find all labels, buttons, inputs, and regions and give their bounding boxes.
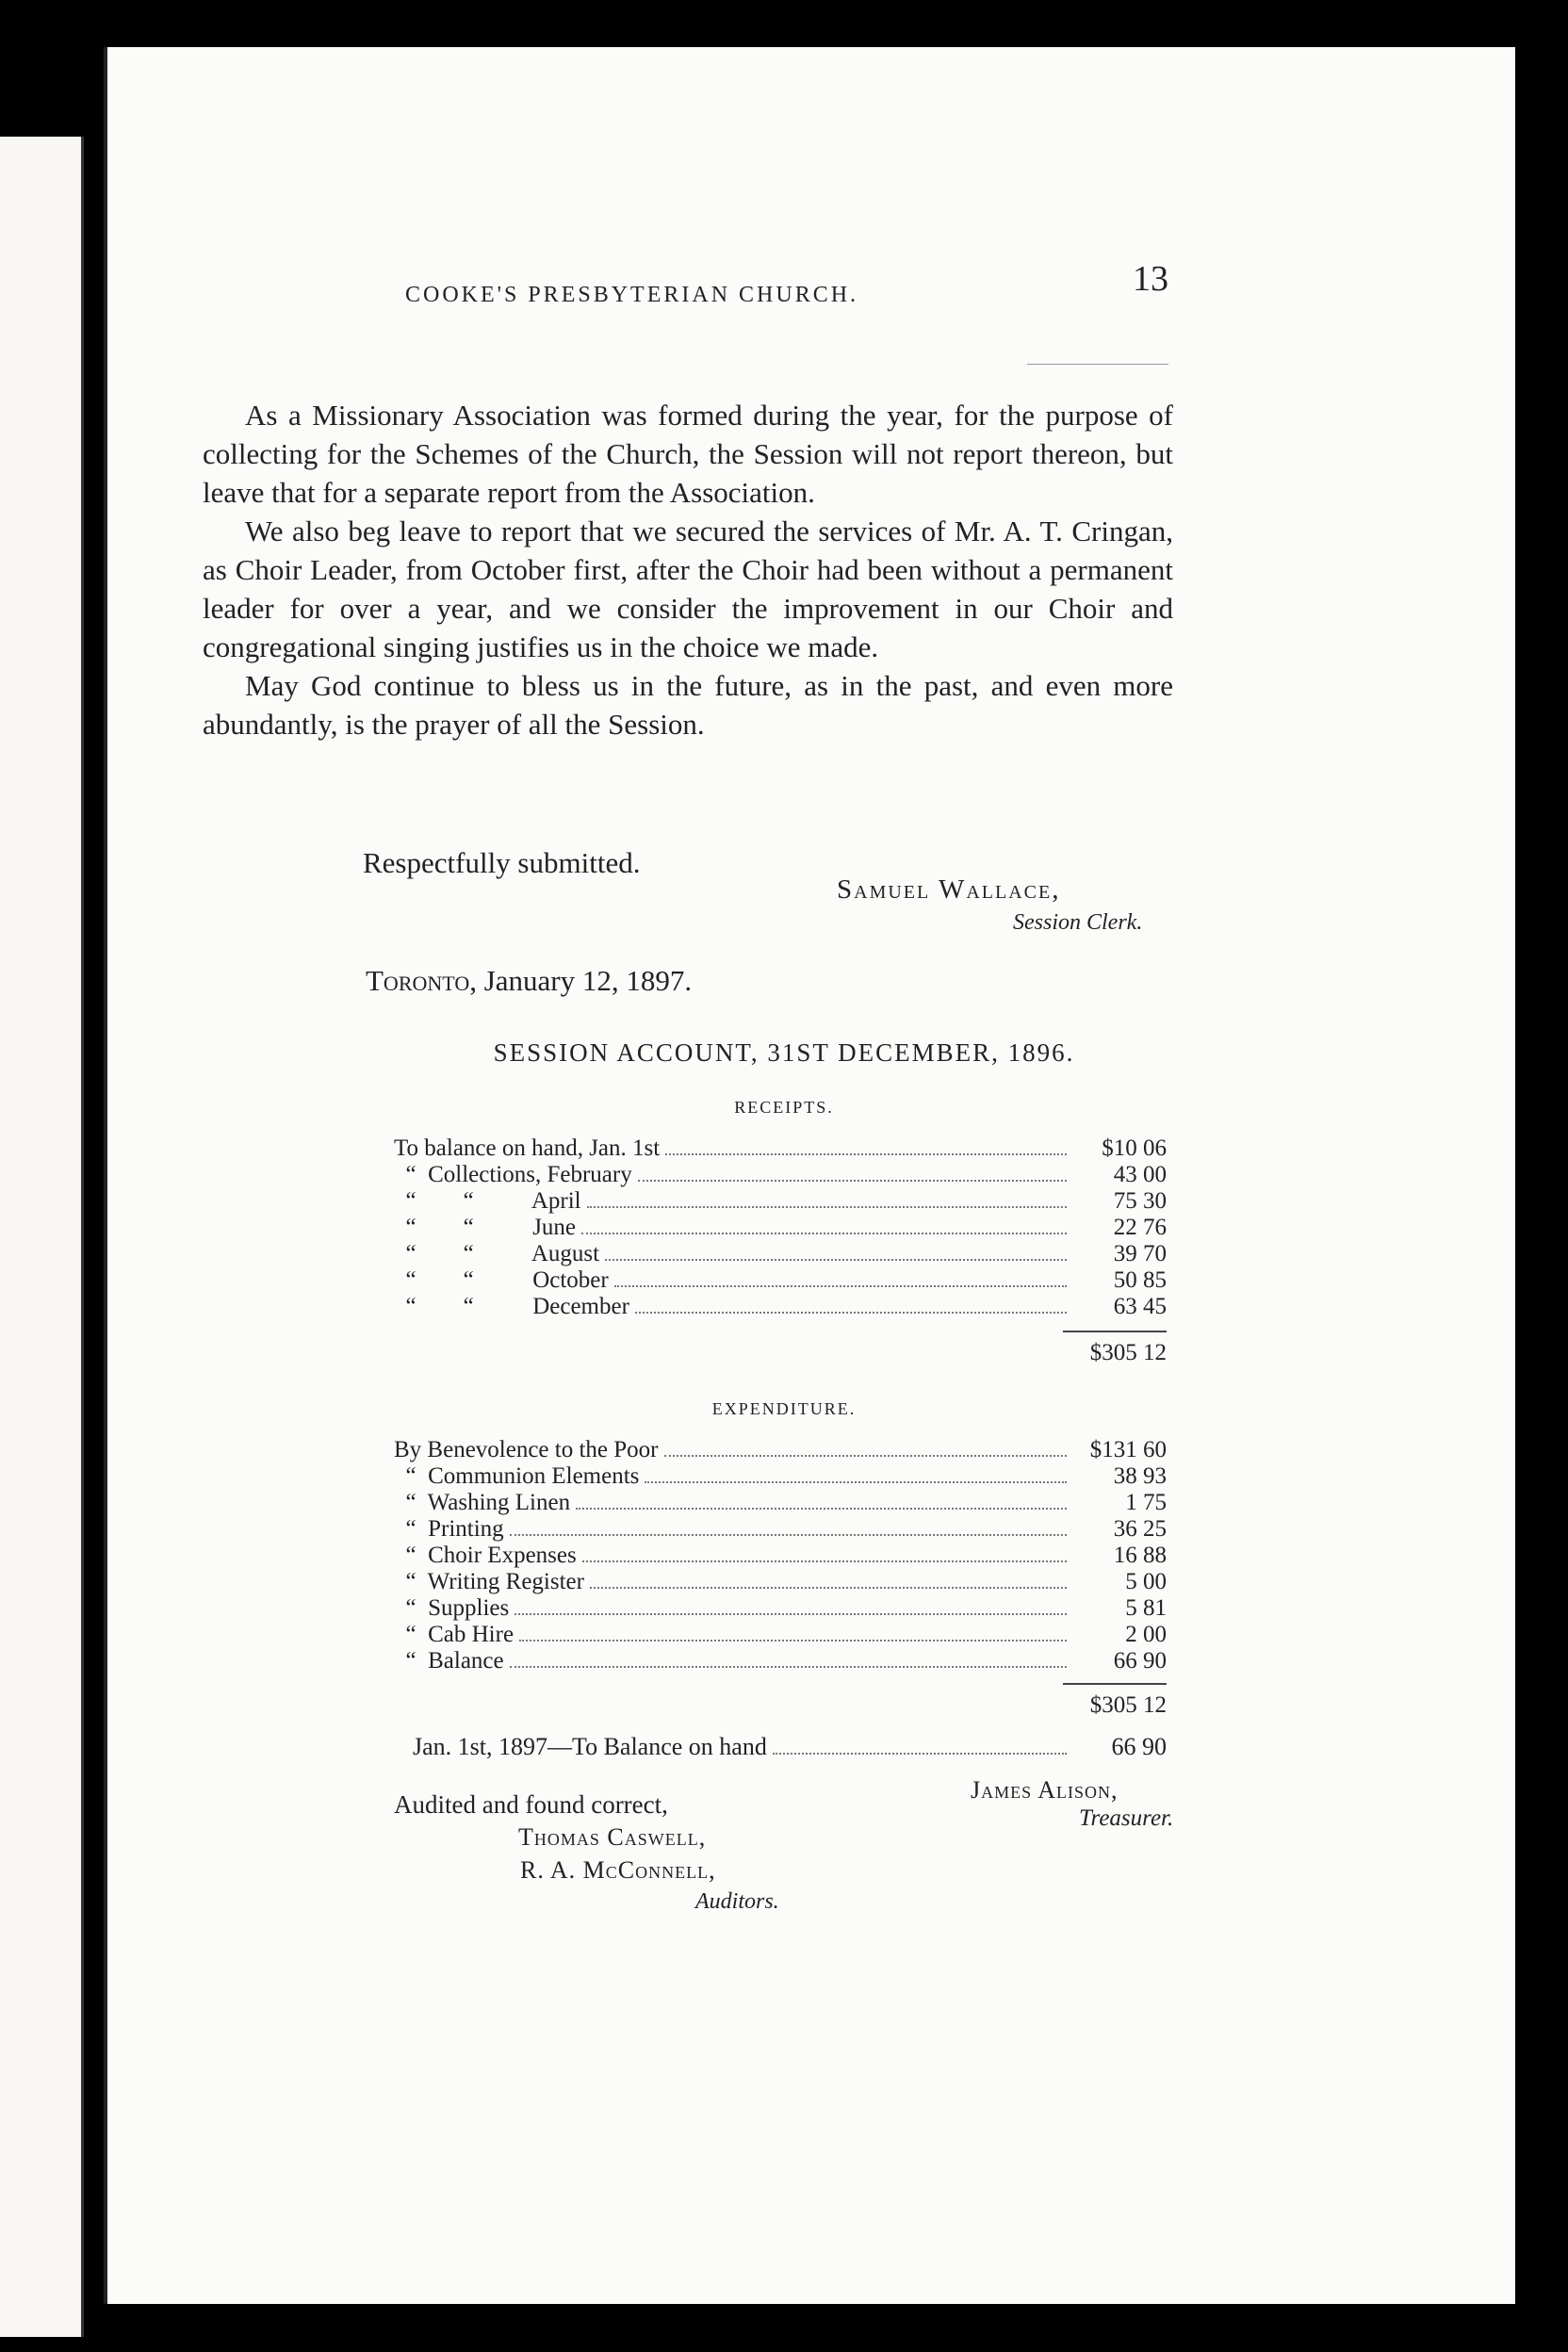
dot-leader: [519, 1640, 1067, 1642]
ledger-label: “ Writing Register: [394, 1569, 584, 1594]
treasurer-title: Treasurer.: [1079, 1805, 1174, 1831]
signatory: Samuel Wallace,: [837, 874, 1061, 905]
auditors-title: Auditors.: [695, 1889, 779, 1914]
ledger-row: [394, 1241, 1167, 1267]
ledger-amount: $10 06: [1102, 1135, 1167, 1161]
ledger-row: [394, 1490, 1167, 1516]
ledger-label: “ “ August: [394, 1241, 600, 1266]
ledger-amount: 63 45: [1113, 1294, 1167, 1319]
dot-leader: [645, 1481, 1067, 1483]
ledger-row: [394, 1569, 1167, 1595]
expenditure-total-rule: [1063, 1683, 1167, 1685]
ledger-row: [394, 1622, 1167, 1648]
ledger-amount: 66 90: [1113, 1648, 1167, 1674]
paragraph: May God continue to bless us in the future, as in the past, and even more abundantly, is the prayer of all the Session.: [203, 669, 1173, 741]
dot-leader: [590, 1587, 1067, 1589]
ledger-amount: 2 00: [1125, 1622, 1167, 1647]
ledger-label: “ Cab Hire: [394, 1622, 514, 1647]
ledger-amount: 75 30: [1113, 1188, 1167, 1214]
ledger-amount: 1 75: [1125, 1490, 1167, 1515]
treasurer-name: James Alison,: [971, 1776, 1119, 1804]
ledger-amount: 36 25: [1113, 1516, 1167, 1542]
ledger-amount: 22 76: [1113, 1215, 1167, 1240]
ledger-label: “ “ December: [394, 1294, 629, 1319]
ledger-amount: 50 85: [1113, 1267, 1167, 1293]
receipts-total: $305 12: [1089, 1340, 1167, 1365]
ledger-row: [394, 1294, 1167, 1320]
place: Toronto,: [366, 964, 477, 997]
paragraph: We also beg leave to report that we secured the services of Mr. A. T. Cringan, as Choir Leader, from October first, after the Choir had been without a permanent leader for over a year, and we consider the improvement in our Choir and congregational singing justifies us in the choice we made.: [203, 514, 1173, 663]
ledger-amount: 16 88: [1113, 1543, 1167, 1568]
ledger-row: [394, 1595, 1167, 1622]
receipts-ledger: [394, 1135, 1167, 1320]
ledger-label: “ Communion Elements: [394, 1463, 640, 1489]
ledger-amount: 5 00: [1125, 1569, 1167, 1594]
ledger-row: [394, 1135, 1167, 1162]
ledger-label: “ Choir Expenses: [394, 1543, 577, 1568]
auditor-name: Thomas Caswell,: [518, 1823, 707, 1851]
ledger-row: [394, 1437, 1167, 1463]
page-number: 13: [1133, 259, 1168, 299]
ledger-row: [394, 1463, 1167, 1490]
receipts-heading: RECEIPTS.: [734, 1098, 834, 1117]
running-title: COOKE'S PRESBYTERIAN CHURCH.: [405, 283, 859, 307]
header-rule: [1027, 364, 1168, 365]
ledger-row: [394, 1543, 1167, 1569]
ledger-label: “ Supplies: [394, 1595, 510, 1621]
ledger-row: [394, 1516, 1167, 1543]
ledger-row: [394, 1188, 1167, 1215]
ledger-amount: 5 81: [1125, 1595, 1167, 1621]
date: January 12, 1897.: [483, 964, 693, 997]
dot-leader: [510, 1534, 1067, 1536]
dot-leader: [638, 1180, 1067, 1182]
dot-leader: [614, 1285, 1067, 1287]
dot-leader: [664, 1455, 1068, 1457]
ledger-label: By Benevolence to the Poor: [394, 1437, 659, 1462]
ledger-label: “ Balance: [394, 1648, 504, 1674]
closing: Respectfully submitted.: [363, 846, 641, 879]
ledger-label: “ “ April: [394, 1188, 581, 1214]
ledger-label: To balance on hand, Jan. 1st: [394, 1135, 661, 1161]
expenditure-ledger: [394, 1437, 1167, 1674]
ledger-label: “ “ October: [394, 1267, 609, 1293]
facing-page-edge: [0, 137, 84, 2337]
receipts-total-rule: [1063, 1331, 1167, 1332]
dot-leader: [773, 1753, 1067, 1755]
ledger-row: [394, 1215, 1167, 1241]
report-body: [203, 396, 1173, 743]
ledger-label: “ Collections, February: [394, 1162, 632, 1187]
ledger-label: “ “ June: [394, 1215, 577, 1240]
dot-leader: [514, 1613, 1067, 1615]
carried-amount: 66 90: [1111, 1733, 1167, 1760]
dot-leader: [510, 1666, 1067, 1668]
dot-leader: [581, 1233, 1067, 1234]
carried-label: Jan. 1st, 1897—To Balance on hand: [413, 1733, 767, 1760]
audit-statement: Audited and found correct,: [394, 1790, 668, 1819]
account-title: SESSION ACCOUNT, 31ST DECEMBER, 1896.: [493, 1038, 1075, 1067]
paragraph: As a Missionary Association was formed during the year, for the purpose of collecting for the Schemes of the Church, the Session will not report thereon, but leave that for a separate report from the Association.: [203, 399, 1173, 509]
ledger-label: “ Printing: [394, 1516, 504, 1542]
auditor-name: R. A. McConnell,: [520, 1856, 716, 1884]
running-header: [405, 259, 1168, 308]
dot-leader: [576, 1508, 1067, 1510]
dot-leader: [582, 1560, 1067, 1562]
ledger-amount: $131 60: [1089, 1437, 1167, 1462]
ledger-label: “ Washing Linen: [394, 1490, 571, 1515]
dateline: [366, 964, 692, 998]
carried-forward: [413, 1734, 1167, 1760]
ledger-amount: 38 93: [1113, 1463, 1167, 1489]
dot-leader: [587, 1206, 1067, 1208]
ledger-row: [394, 1648, 1167, 1674]
dot-leader: [635, 1312, 1067, 1314]
ledger-amount: 39 70: [1113, 1241, 1167, 1266]
signatory-title: Session Clerk.: [1013, 910, 1143, 935]
ledger-amount: 43 00: [1113, 1162, 1167, 1187]
ledger-row: [394, 1162, 1167, 1188]
expenditure-heading: EXPENDITURE.: [711, 1399, 857, 1418]
expenditure-total: $305 12: [1089, 1692, 1167, 1718]
dot-leader: [605, 1259, 1067, 1261]
dot-leader: [665, 1153, 1067, 1155]
ledger-row: [394, 1267, 1167, 1294]
